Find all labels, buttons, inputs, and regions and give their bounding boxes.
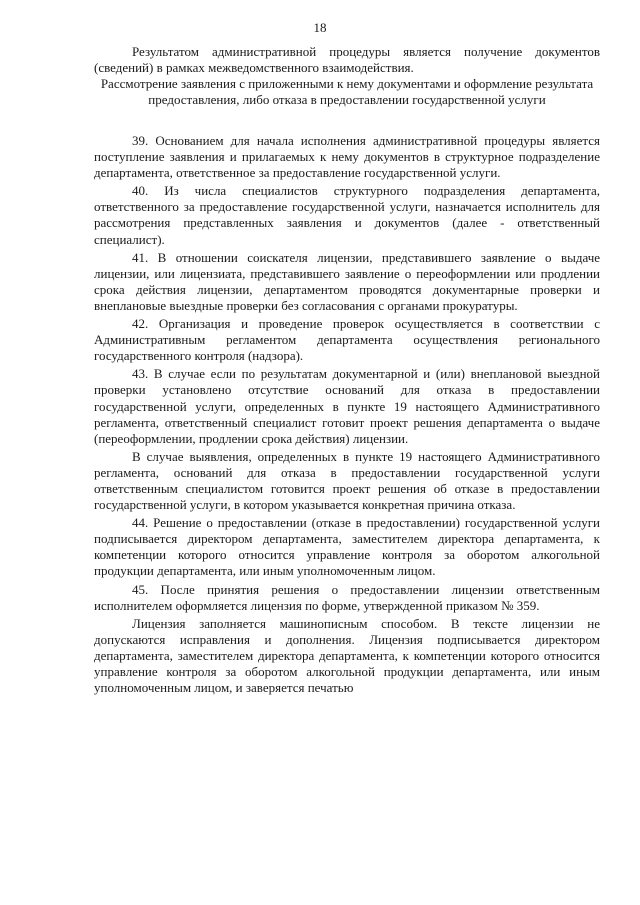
- paragraph-39: 39. Основанием для начала исполнения административной процедуры является поступление заявления и прилагаемых к нему документов в структурное подразделение департамента, ответственное за предоставление государственной услуги.: [94, 133, 600, 181]
- paragraph-license-fill: Лицензия заполняется машинописным способом. В тексте лицензии не допускаются исправления и дополнения. Лицензия подписывается директором департамента, заместителем директора департамента, к компетенции которого относится управление контроля за оборотом алкогольной продукции департамента, или иным уполномоченным лицом, и заверяется печатью: [94, 615, 600, 696]
- paragraph-43: 43. В случае если по результатам документарной и (или) внеплановой выездной проверки установлено отсутствие оснований для отказа в предоставлении государственной услуги, определенных в пункте 19 настоящего Административного регламента, ответственный специалист готовит проект решения департамента о выдаче (переоформлении, продлении срока действия) лицензии.: [94, 366, 600, 446]
- paragraph-40: 40. Из числа специалистов структурного подразделения департамента, ответственного за предоставление государственной услуги, назначается исполнитель для рассмотрения представленных заявления и документов (далее - ответственный специалист).: [94, 183, 600, 247]
- paragraph-42: 42. Организация и проведение проверок осуществляется в соответствии с Административным регламентом департамента осуществления регионального государственного контроля (надзора).: [94, 316, 600, 364]
- intro-paragraph: Результатом административной процедуры является получение документов (сведений) в рамках межведомственного взаимодействия.: [94, 44, 600, 76]
- section-title: Рассмотрение заявления с приложенными к нему документами и оформление результата предоставления, либо отказа в предоставлении государственной услуги: [100, 76, 594, 108]
- page-number: 18: [313, 20, 327, 35]
- intro-block: [94, 44, 600, 76]
- body-block: [94, 133, 600, 698]
- paragraph-44: 44. Решение о предоставлении (отказе в предоставлении) государственной услуги подписывается директором департамента, заместителем директора департамента, к компетенции которого относится управление контроля за оборотом алкогольной продукции департамента, или иным уполномоченным лицом.: [94, 515, 600, 579]
- paragraph-41: 41. В отношении соискателя лицензии, представившего заявление о выдаче лицензии, или лицензиата, представившего заявление о переоформлении или продлении срока действия лицензии, департаментом проводятся документарные проверки и внеплановые выездные проверки без согласования с органами прокуратуры.: [94, 249, 600, 313]
- paragraph-45: 45. После принятия решения о предоставлении лицензии ответственным исполнителем оформляется лицензия по форме, утвержденной приказом № 359.: [94, 581, 600, 613]
- paragraph-43-refusal: В случае выявления, определенных в пункте 19 настоящего Административного регламента, оснований для отказа в предоставлении государственной услуги ответственным специалистом готовится проект решения об отказе в предоставлении государственной услуги, в котором указывается конкретная причина отказа.: [94, 448, 600, 513]
